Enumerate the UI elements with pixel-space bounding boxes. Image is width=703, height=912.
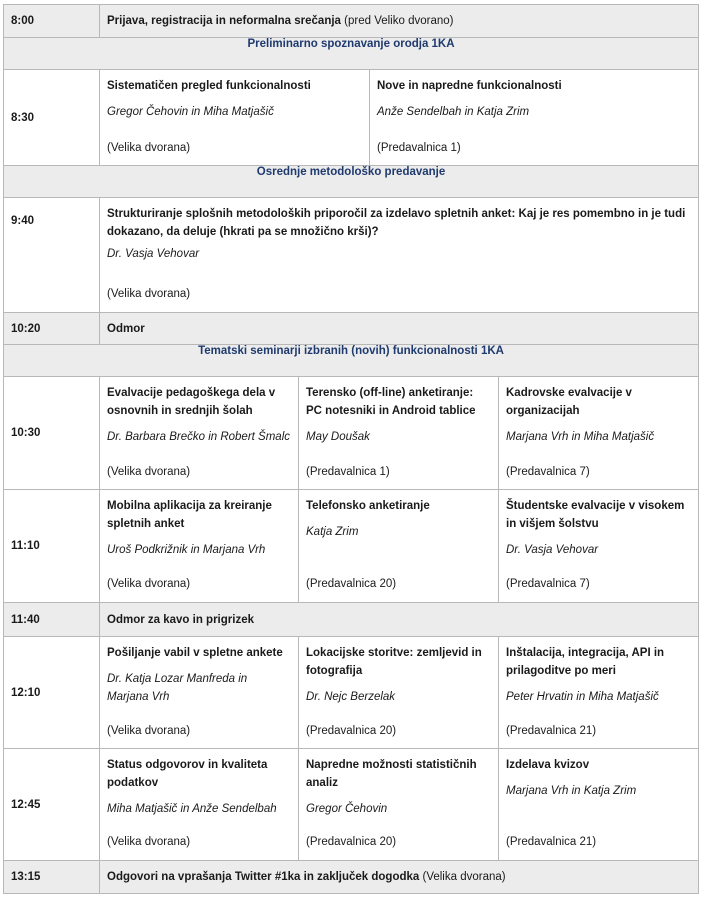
session-cell	[499, 637, 699, 749]
keynote-speaker: Dr. Vasja Vehovar	[107, 248, 200, 260]
session-title: Telefonsko anketiranje	[306, 500, 430, 512]
section-title: Preliminarno spoznavanje orodja 1KA	[4, 38, 699, 70]
session-room: (Predavalnica 1)	[306, 466, 390, 478]
session-authors: Dr. Vasja Vehovar	[506, 544, 599, 556]
session-authors: Gregor Čehovin	[306, 803, 388, 815]
session-cell	[299, 377, 499, 490]
session-cell	[299, 749, 499, 861]
session-title: Status odgovorov in kvaliteta podatkov	[107, 759, 268, 789]
session-room: (Velika dvorana)	[107, 578, 191, 590]
session-cell	[299, 637, 499, 749]
session-authors: May Doušak	[306, 431, 370, 443]
keynote-room: (Velika dvorana)	[107, 288, 191, 300]
session-room: (Predavalnica 20)	[306, 578, 397, 590]
session-title: Pošiljanje vabil v spletne ankete	[107, 647, 283, 659]
session-title: Kadrovske evalvacije v organizacijah	[506, 387, 632, 417]
session-authors: Katja Zrim	[306, 526, 359, 538]
session-cell	[299, 490, 499, 603]
time-label: 9:40	[11, 215, 35, 227]
session-authors: Anže Sendelbah in Katja Zrim	[377, 106, 530, 118]
session-cell	[499, 490, 699, 603]
schedule-table	[3, 4, 699, 894]
table-row	[4, 861, 699, 894]
session-cell	[100, 749, 299, 861]
session-title: Študentske evalvacije v visokem in višjem šolstvu	[506, 500, 685, 530]
table-row	[4, 637, 699, 749]
session-authors: Dr. Nejc Berzelak	[306, 691, 396, 703]
table-row	[4, 198, 699, 313]
keynote-title: Strukturiranje splošnih metodoloških priporočil za izdelavo spletnih anket: Kaj je res pomembno in je tudi dokazano, da deluje (hkrati pa se množično krši)?	[107, 208, 686, 238]
session-cell	[499, 377, 699, 490]
table-row	[4, 377, 699, 490]
session-title: Mobilna aplikacija za kreiranje spletnih anket	[107, 500, 272, 530]
session-title: Inštalacija, integracija, API in prilagoditve po meri	[506, 647, 665, 677]
time-cell: 11:10	[4, 490, 100, 603]
session-room: (Predavalnica 1)	[377, 142, 461, 154]
session-room: (Velika dvorana)	[107, 142, 191, 154]
session-title: Izdelava kvizov	[506, 759, 590, 771]
break-cell: Odmor	[100, 313, 699, 345]
table-row	[4, 313, 699, 345]
session-room: (Velika dvorana)	[107, 466, 191, 478]
table-row	[4, 749, 699, 861]
session-authors: Marjana Vrh in Miha Matjašič	[506, 431, 655, 443]
session-authors: Peter Hrvatin in Miha Matjašič	[506, 691, 659, 703]
time-cell: 13:15	[4, 861, 100, 894]
closing-title: Odgovori na vprašanja Twitter #1ka in zaključek dogodka	[107, 871, 420, 883]
session-room: (Predavalnica 7)	[506, 466, 590, 478]
time-cell: 10:20	[4, 313, 100, 345]
session-title: Evalvacije pedagoškega dela v osnovnih in srednjih šolah	[107, 387, 276, 417]
session-authors: Marjana Vrh in Katja Zrim	[506, 785, 637, 797]
registration-cell	[100, 5, 699, 38]
section-header-row	[4, 166, 699, 198]
time-cell: 12:45	[4, 749, 100, 861]
session-title: Lokacijske storitve: zemljevid in fotografija	[306, 647, 482, 677]
session-room: (Predavalnica 21)	[506, 836, 597, 848]
section-header-row	[4, 38, 699, 70]
session-title: Nove in napredne funkcionalnosti	[377, 80, 562, 92]
session-title: Sistematičen pregled funkcionalnosti	[107, 80, 311, 92]
time-cell: 12:10	[4, 637, 100, 749]
session-cell	[100, 70, 370, 166]
session-authors: Uroš Podkrižnik in Marjana Vrh	[107, 544, 266, 556]
table-row	[4, 70, 699, 166]
closing-cell	[100, 861, 699, 894]
session-room: (Predavalnica 21)	[506, 725, 597, 737]
session-cell	[100, 377, 299, 490]
registration-note: (pred Veliko dvorano)	[340, 15, 454, 27]
section-title: Tematski seminarji izbranih (novih) funkcionalnosti 1KA	[4, 345, 699, 377]
registration-title: Prijava, registracija in neformalna srečanja	[107, 15, 341, 27]
session-title: Terensko (off-line) anketiranje: PC notesniki in Android tablice	[306, 387, 476, 417]
table-row	[4, 5, 699, 38]
session-cell	[370, 70, 699, 166]
table-row	[4, 490, 699, 603]
session-cell	[499, 749, 699, 861]
session-cell	[100, 637, 299, 749]
time-cell: 10:30	[4, 377, 100, 490]
table-row	[4, 603, 699, 637]
session-room: (Velika dvorana)	[107, 836, 191, 848]
time-cell	[4, 198, 100, 313]
session-authors: Miha Matjašič in Anže Sendelbah	[107, 803, 277, 815]
time-cell: 8:00	[4, 5, 100, 38]
session-authors: Dr. Katja Lozar Manfreda in Marjana Vrh	[107, 673, 248, 703]
break-cell: Odmor za kavo in prigrizek	[100, 603, 699, 637]
section-title: Osrednje metodološko predavanje	[4, 166, 699, 198]
session-cell	[100, 490, 299, 603]
session-title: Napredne možnosti statističnih analiz	[306, 759, 477, 789]
closing-note: (Velika dvorana)	[419, 871, 506, 883]
session-room: (Velika dvorana)	[107, 725, 191, 737]
session-authors: Dr. Barbara Brečko in Robert Šmalc	[107, 431, 291, 443]
section-header-row	[4, 345, 699, 377]
session-authors: Gregor Čehovin in Miha Matjašič	[107, 106, 274, 118]
time-cell: 11:40	[4, 603, 100, 637]
session-room: (Predavalnica 7)	[506, 578, 590, 590]
session-room: (Predavalnica 20)	[306, 836, 397, 848]
time-cell: 8:30	[4, 70, 100, 166]
session-room: (Predavalnica 20)	[306, 725, 397, 737]
keynote-cell	[100, 198, 699, 313]
